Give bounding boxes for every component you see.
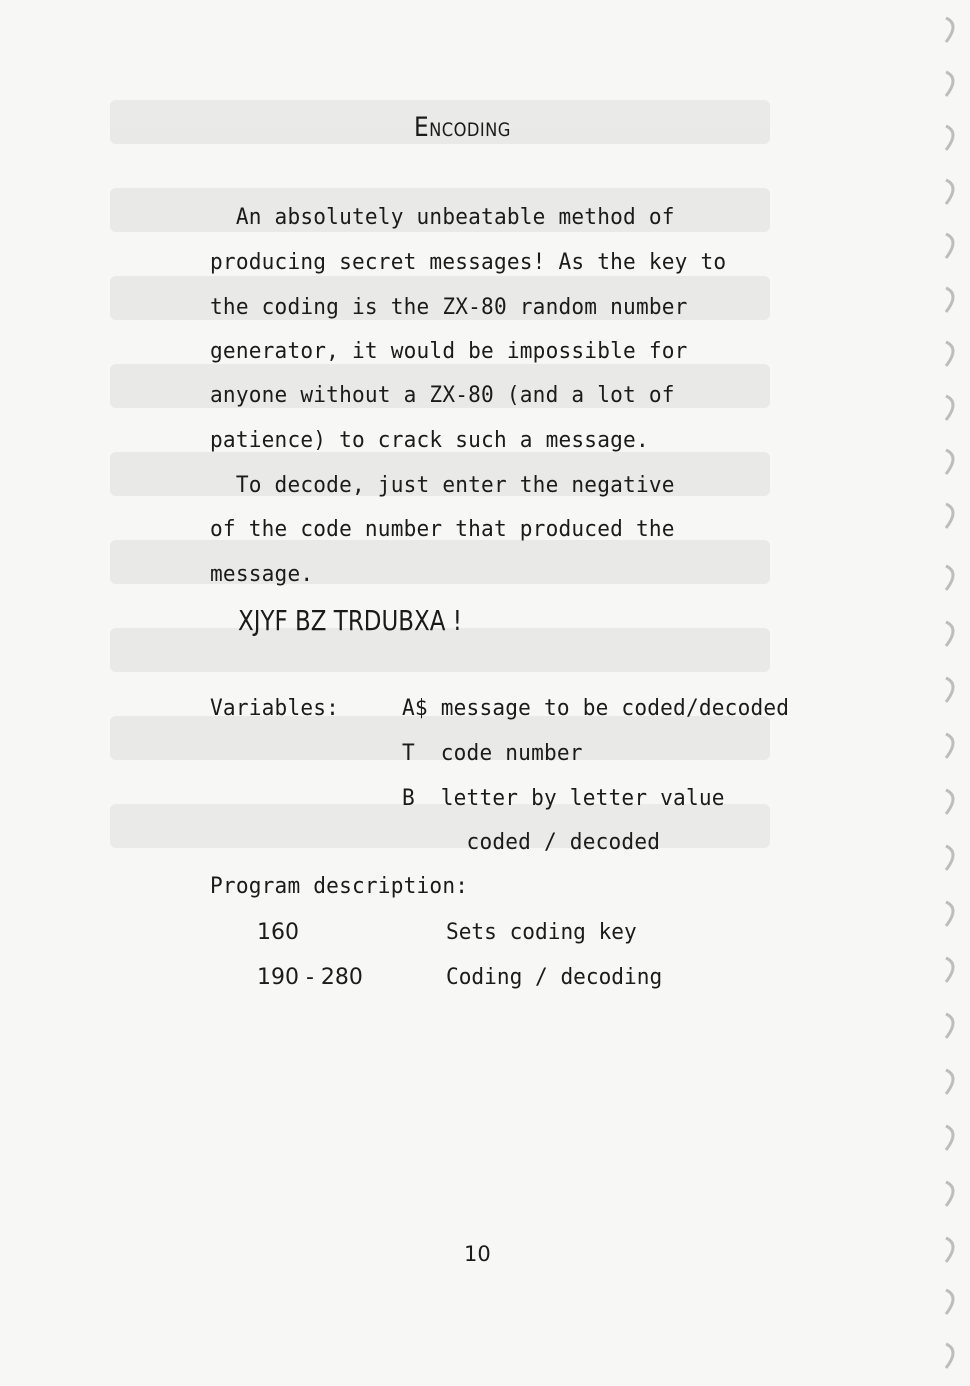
page-number: 10 — [464, 1242, 491, 1266]
program-row-lines: 190 - 280 — [257, 965, 363, 990]
paragraph1-line-5: anyone without a ZX-80 (and a lot of — [210, 383, 675, 408]
paragraph2-line-3: message. — [210, 562, 314, 587]
paragraph1-line-2: producing secret messages! As the key to — [210, 250, 727, 275]
variable-item-a: A$ message to be coded/decoded — [402, 696, 790, 721]
paragraph1-line-6: patience) to crack such a message. — [210, 428, 649, 453]
program-label: Program description: — [210, 874, 469, 899]
spiral-binding-holes — [924, 0, 964, 1386]
program-row-description: Sets coding key — [446, 920, 637, 945]
paragraph1-line-4: generator, it would be impossible for — [210, 339, 688, 364]
program-row-description: Coding / decoding — [446, 965, 663, 990]
program-row-lines: 160 — [257, 920, 299, 945]
variables-label: Variables: — [210, 696, 340, 721]
paragraph1-line-1: An absolutely unbeatable method of — [210, 205, 675, 230]
variable-item-b-continued: coded / decoded — [402, 830, 661, 855]
paragraph2-line-1: To decode, just enter the negative — [210, 473, 675, 498]
page-title: Encoding — [414, 112, 511, 143]
variable-item-b: B letter by letter value — [402, 786, 725, 811]
paragraph2-line-2: of the code number that produced the — [210, 517, 675, 542]
paragraph1-line-3: the coding is the ZX-80 random number — [210, 295, 688, 320]
cipher-example: XJYF BZ TRDUBXA ! — [238, 604, 462, 637]
variable-item-t: T code number — [402, 741, 583, 766]
